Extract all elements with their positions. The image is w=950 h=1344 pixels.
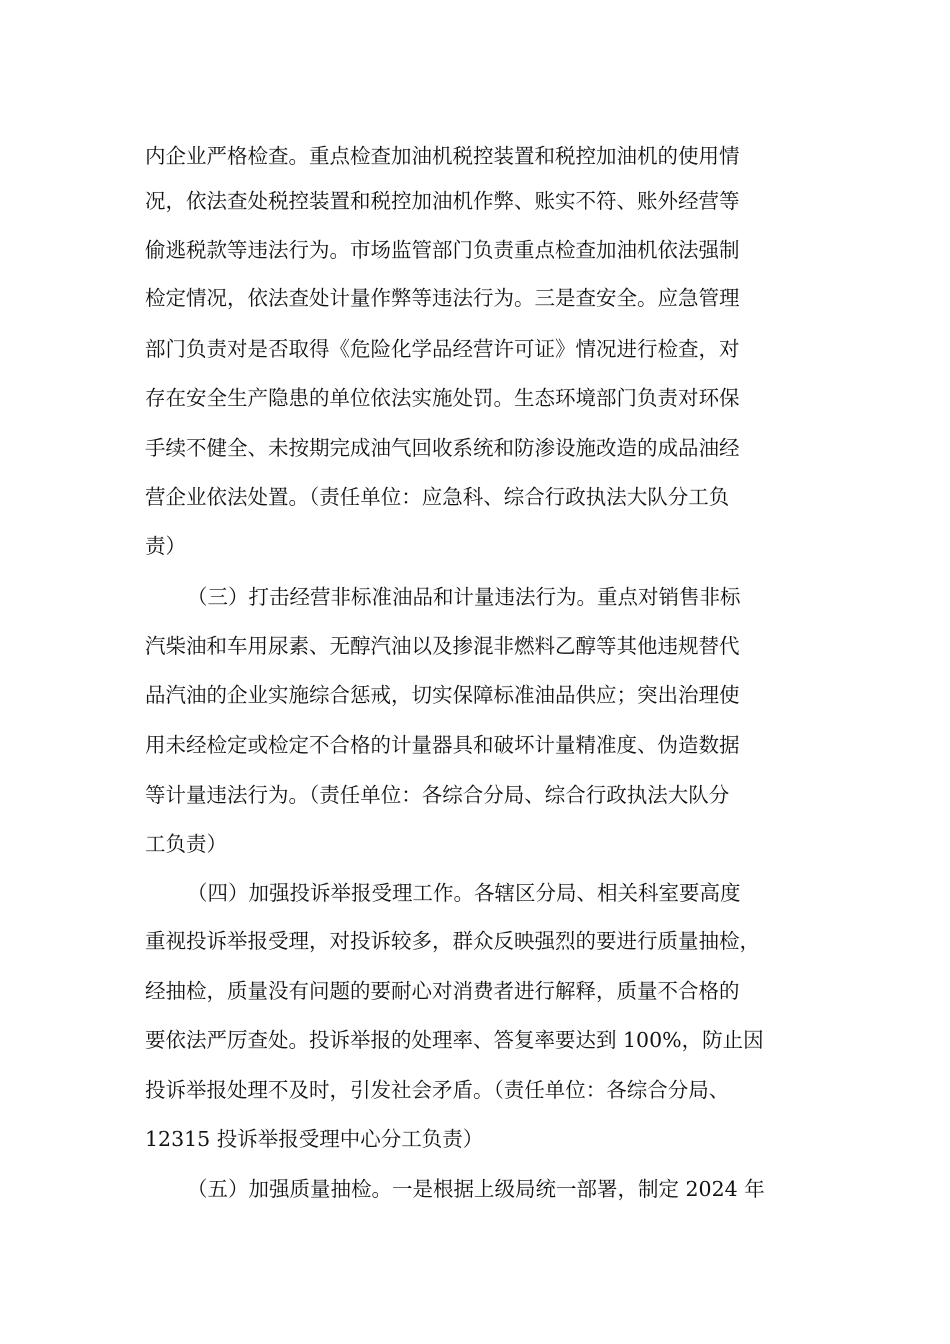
paragraph-line: 手续不健全、未按期完成油气回收系统和防渗设施改造的成品油经 xyxy=(145,436,740,460)
paragraph-line: 12315 投诉举报受理中心分工负责） xyxy=(145,1127,484,1151)
paragraph-line: 重视投诉举报受理，对投诉较多，群众反映强烈的要进行质量抽检， xyxy=(145,929,760,953)
paragraph-line: 等计量违法行为。（责任单位：各综合分局、综合行政执法大队分 xyxy=(145,783,730,807)
paragraph-line: 内企业严格检查。重点检查加油机税控装置和税控加油机的使用情 xyxy=(145,144,740,168)
paragraph-line: 责） xyxy=(145,534,186,558)
paragraph-line: 汽柴油和车用尿素、无醇汽油以及掺混非燃料乙醇等其他违规替代 xyxy=(145,634,740,658)
paragraph-line: 营企业依法处置。（责任单位：应急科、综合行政执法大队分工负 xyxy=(145,485,730,509)
paragraph-line: 经抽检，质量没有问题的要耐心对消费者进行解释，质量不合格的 xyxy=(145,979,740,1003)
paragraph-line: 品汽油的企业实施综合惩戒，切实保障标准油品供应；突出治理使 xyxy=(145,683,740,707)
paragraph-line: 工负责） xyxy=(145,832,227,856)
paragraph-line: 偷逃税款等违法行为。市场监管部门负责重点检查加油机依法强制 xyxy=(145,238,740,262)
paragraph-line: 投诉举报处理不及时，引发社会矛盾。（责任单位：各综合分局、 xyxy=(145,1078,730,1102)
paragraph-line: （四）加强投诉举报受理工作。各辖区分局、相关科室要高度 xyxy=(187,881,741,905)
paragraph-line: （五）加强质量抽检。一是根据上级局统一部署，制定 2024 年 xyxy=(187,1177,765,1201)
paragraph-line: 检定情况，依法查处计量作弊等违法行为。三是查安全。应急管理 xyxy=(145,286,740,310)
paragraph-line: 况，依法查处税控装置和税控加油机作弊、账实不符、账外经营等 xyxy=(145,189,740,213)
paragraph-line: 用未经检定或检定不合格的计量器具和破坏计量精准度、伪造数据 xyxy=(145,733,740,757)
paragraph-line: 部门负责对是否取得《危险化学品经营许可证》情况进行检查，对 xyxy=(145,337,740,361)
paragraph-line: 存在安全生产隐患的单位依法实施处罚。生态环境部门负责对环保 xyxy=(145,386,740,410)
paragraph-line: 要依法严厉查处。投诉举报的处理率、答复率要达到 100%，防止因 xyxy=(145,1028,764,1052)
paragraph-line: （三）打击经营非标准油品和计量违法行为。重点对销售非标 xyxy=(187,585,741,609)
